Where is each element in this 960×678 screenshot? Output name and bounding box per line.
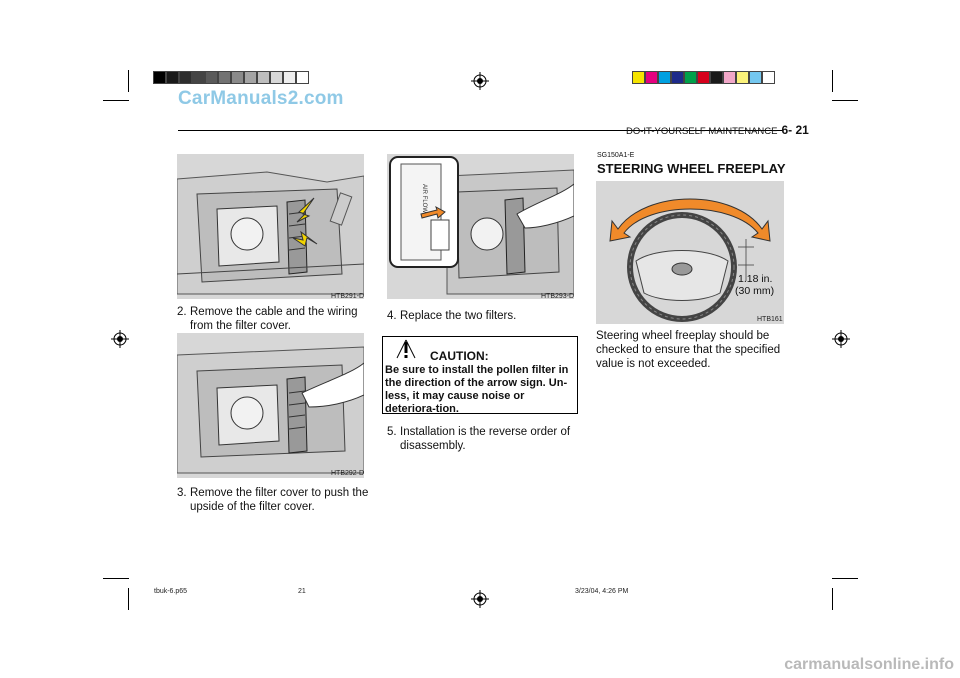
footer-file: tbuk-6.p65 xyxy=(154,588,188,595)
step-text: Installation is the reverse order of xyxy=(400,426,571,438)
step-text: disassembly. xyxy=(400,440,466,452)
color-bar xyxy=(632,71,775,84)
step-number: 5. xyxy=(387,426,397,438)
crop-mark xyxy=(103,578,129,579)
glovebox-illustration xyxy=(177,154,364,299)
header-section: DO-IT-YOURSELF MAINTENANCE xyxy=(626,126,778,137)
step-number: 4. xyxy=(387,310,397,322)
step-2 xyxy=(177,305,372,333)
caution-title: CAUTION: xyxy=(430,349,489,363)
registration-mark-icon xyxy=(832,330,850,348)
step-3 xyxy=(177,486,372,514)
figure-glovebox-cable xyxy=(177,154,364,299)
replace-filters-illustration xyxy=(387,154,574,299)
section-code: SG150A1-E xyxy=(597,152,635,159)
figure-code: HTB291-D xyxy=(331,293,365,300)
footer-date: 3/23/04, 4:26 PM xyxy=(575,588,629,595)
site-watermark: CarManuals2.com xyxy=(178,88,344,109)
page-number: 6- 21 xyxy=(781,123,809,137)
figure-steering-wheel xyxy=(596,181,784,324)
crop-mark xyxy=(103,100,129,101)
steering-wheel-illustration xyxy=(596,181,784,324)
step-text: Remove the cable and the wiring xyxy=(190,306,358,318)
freeplay-mm: (30 mm) xyxy=(735,285,775,297)
section-title: STEERING WHEEL FREEPLAY xyxy=(597,161,786,176)
warning-icon xyxy=(395,338,417,360)
crop-mark xyxy=(832,578,858,579)
step-4 xyxy=(387,309,582,323)
freeplay-inches: 1.18 in. xyxy=(738,273,773,285)
step-text: Remove the filter cover to push the xyxy=(190,487,369,499)
step-text: upside of the filter cover. xyxy=(190,501,315,513)
figure-replace-filters xyxy=(387,154,574,299)
caution-text: Be sure to install the pollen filter in the direction of the arrow sign. Un-less, it may cause noise or deteriora-tion. xyxy=(385,364,569,415)
registration-mark-icon xyxy=(471,590,489,608)
step-number: 3. xyxy=(177,487,187,499)
filter-cover-illustration xyxy=(177,333,364,478)
step-text: Replace the two filters. xyxy=(400,310,517,322)
grayscale-bar xyxy=(153,71,309,84)
crop-mark xyxy=(832,100,858,101)
step-text: from the filter cover. xyxy=(190,320,291,332)
step-5 xyxy=(387,425,582,453)
figure-code: HTB293-D xyxy=(541,293,575,300)
footer-page: 21 xyxy=(298,588,306,595)
page-header xyxy=(626,123,809,137)
figure-code: HTB161 xyxy=(757,316,783,323)
step-number: 2. xyxy=(177,306,187,318)
crop-mark xyxy=(832,70,833,92)
crop-mark xyxy=(128,70,129,92)
crop-mark xyxy=(832,588,833,610)
registration-mark-icon xyxy=(471,72,489,90)
figure-filter-cover xyxy=(177,333,364,478)
registration-mark-icon xyxy=(111,330,129,348)
freeplay-paragraph: Steering wheel freeplay should be checked to ensure that the specified value is not exceeded. xyxy=(596,330,781,370)
bottom-watermark: carmanualsonline.info xyxy=(784,656,954,673)
airflow-label: AIR FLOW xyxy=(421,184,427,214)
figure-code: HTB292-D xyxy=(331,470,365,477)
crop-mark xyxy=(128,588,129,610)
